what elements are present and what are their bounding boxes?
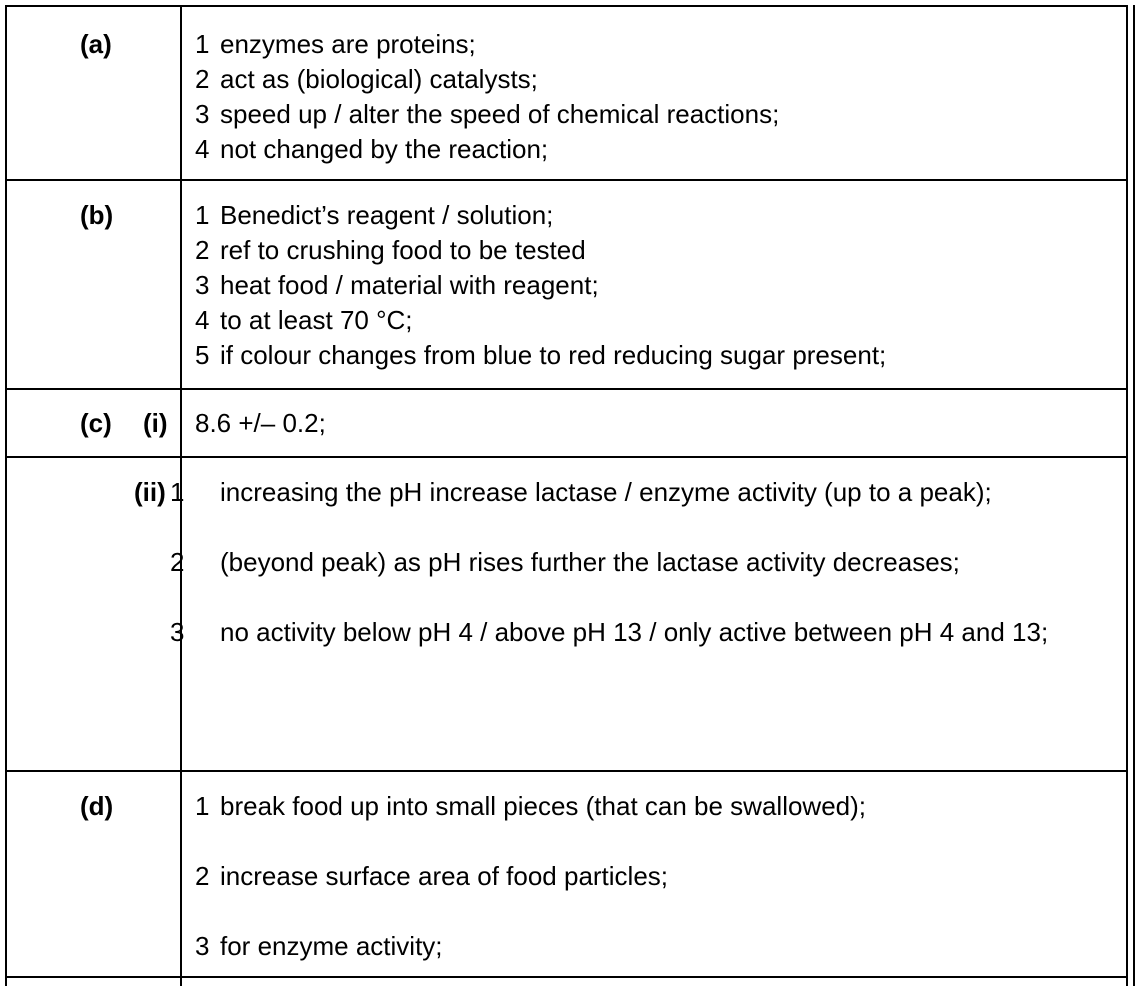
table-border-right [1126, 5, 1128, 986]
answer-line: 1 break food up into small pieces (that can be swallowed); [195, 791, 867, 821]
answer-line: 4 not changed by the reaction; [195, 134, 549, 164]
subpart-label-i: (i) [143, 408, 168, 438]
answer-line: 2 act as (biological) catalysts; [195, 64, 538, 94]
row-divider [5, 179, 1128, 181]
answer-line: 2 (beyond peak) as pH rises further the lactase activity decreases; [170, 547, 960, 577]
answer-line: 1 increasing the pH increase lactase / enzyme activity (up to a peak); [170, 477, 992, 507]
answer-line: 3 heat food / material with reagent; [195, 270, 599, 300]
answers-b [195, 198, 1110, 373]
answer-line: 1 Benedict’s reagent / solution; [195, 200, 554, 230]
answer-line: 3 speed up / alter the speed of chemical reactions; [195, 99, 780, 129]
subpart-label-ii: (ii) [134, 477, 166, 507]
answer-line: 1 enzymes are proteins; [195, 29, 476, 59]
answer-line: 3 no activity below pH 4 / above pH 13 / only active between pH 4 and 13; [170, 617, 1049, 647]
part-label-a: (a) [80, 29, 112, 59]
table-border-top [5, 5, 1128, 7]
answer-line: 4 to at least 70 °C; [195, 305, 413, 335]
answer-line: 3 for enzyme activity; [195, 931, 443, 961]
answer-line: 8.6 +/– 0.2; [195, 408, 326, 438]
part-label-b: (b) [80, 200, 114, 230]
answer-line: 5 if colour changes from blue to red reducing sugar present; [195, 340, 887, 370]
part-label-c: (c) [80, 408, 112, 438]
answers-c-ii [170, 475, 1110, 650]
row-divider [5, 388, 1128, 390]
row-divider [5, 770, 1128, 772]
row-divider [5, 976, 1128, 978]
answers-d [195, 789, 1110, 964]
table-border-right-outer [1133, 5, 1135, 986]
answers-a [195, 27, 1110, 167]
answers-c-i [195, 406, 1110, 441]
row-divider [5, 456, 1128, 458]
part-label-d: (d) [80, 791, 114, 821]
answer-line: 2 ref to crushing food to be tested [195, 235, 586, 265]
table-border-left [5, 5, 7, 986]
answer-line: 2 increase surface area of food particles; [195, 861, 669, 891]
